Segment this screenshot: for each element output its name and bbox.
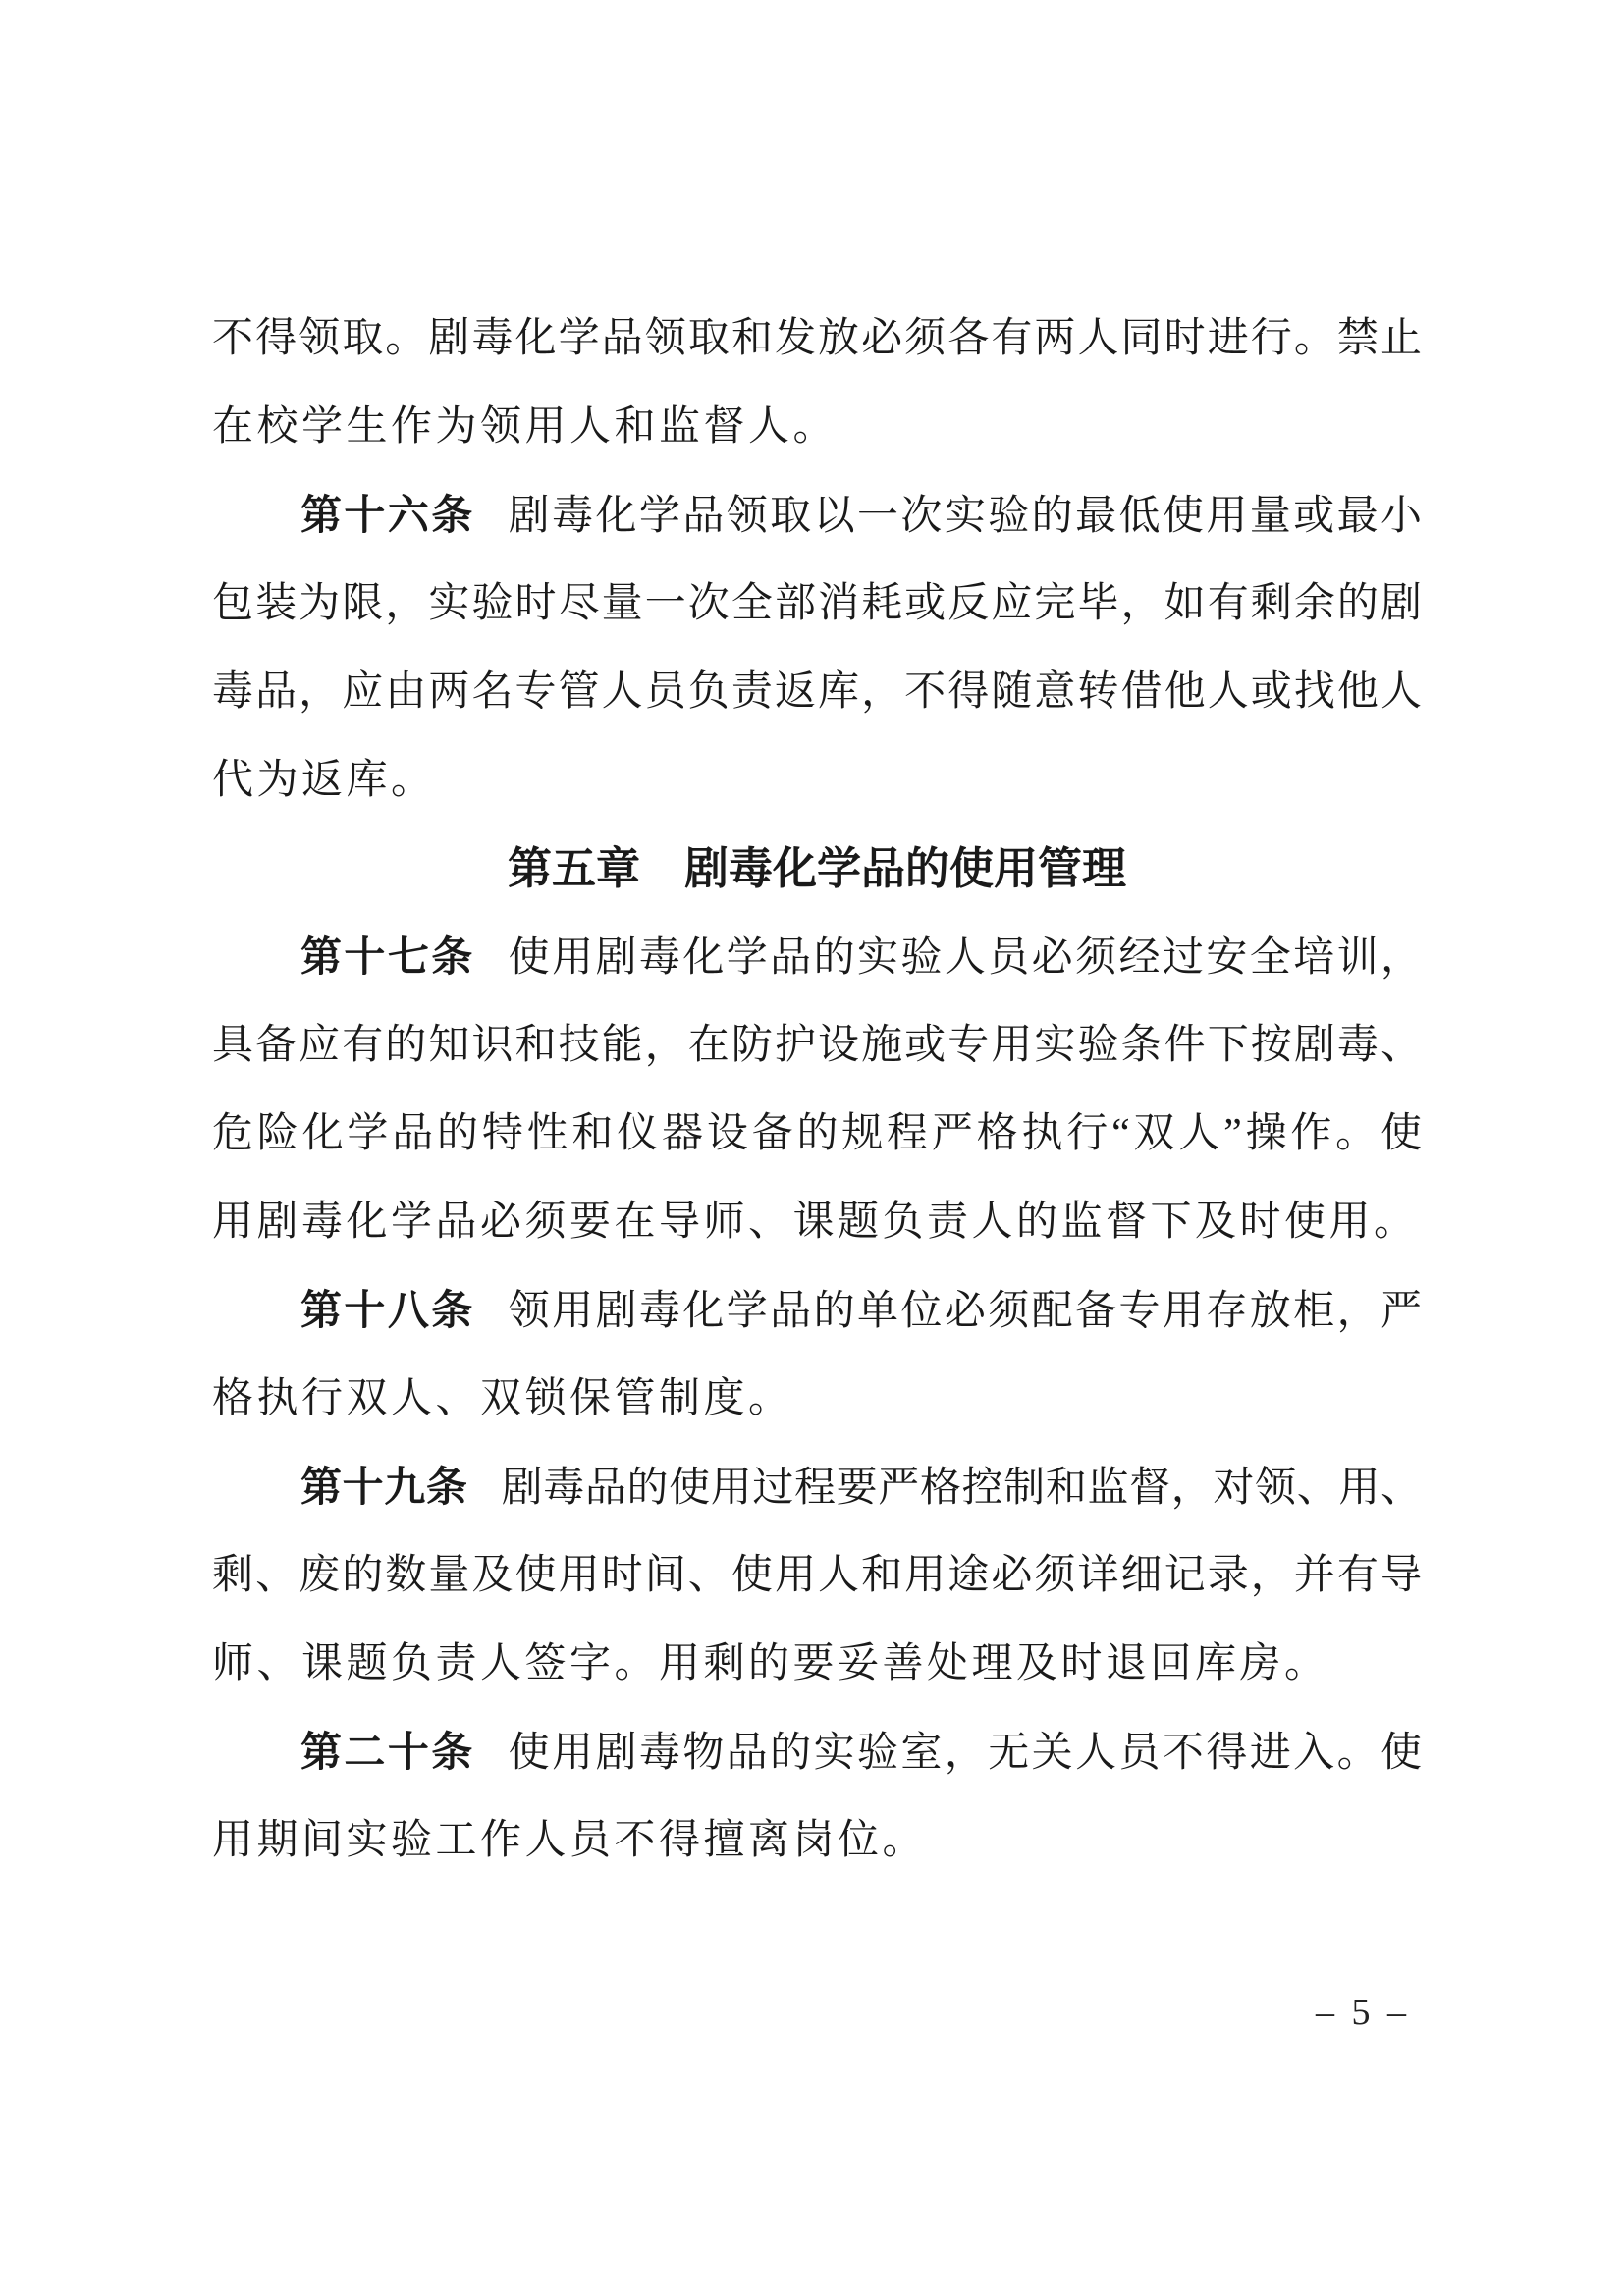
article-20-leader: 第二十条 bbox=[300, 1729, 475, 1775]
body-line: 代为返库。 bbox=[212, 758, 436, 803]
page-number: – 5 – bbox=[1316, 1992, 1410, 2033]
body-line: 用期间实验工作人员不得擅离岗位。 bbox=[212, 1818, 928, 1863]
article-16-leader: 第十六条 bbox=[300, 492, 475, 538]
body-line: 包装为限，实验时尽量一次全部消耗或反应完毕，如有剩余的剧 bbox=[212, 581, 1422, 626]
body-line: 在校学生作为领用人和监督人。 bbox=[212, 404, 839, 450]
body-line-text: 使用剧毒物品的实验室，无关人员不得进入。使 bbox=[508, 1731, 1422, 1776]
body-line: 剩、废的数量及使用时间、使用人和用途必须详细记录，并有导 bbox=[212, 1553, 1422, 1598]
body-line: 格执行双人、双锁保管制度。 bbox=[212, 1376, 793, 1421]
body-line-text: 使用剧毒化学品的实验人员必须经过安全培训， bbox=[508, 935, 1422, 981]
body-line-article-16 bbox=[212, 471, 1422, 560]
body-line-article-17 bbox=[212, 913, 1422, 1001]
body-line: 危险化学品的特性和仪器设备的规程严格执行“双人”操作。使 bbox=[212, 1111, 1422, 1156]
body-line-text: 领用剧毒化学品的单位必须配备专用存放柜，严 bbox=[508, 1289, 1422, 1334]
body-line-text: 剧毒品的使用过程要严格控制和监督，对领、用、 bbox=[501, 1466, 1422, 1511]
chapter-number: 第五章 bbox=[507, 843, 640, 893]
document-body bbox=[212, 294, 1422, 1885]
body-line-text: 剧毒化学品领取以一次实验的最低使用量或最小 bbox=[508, 494, 1422, 539]
body-line: 师、课题负责人签字。用剩的要妥善处理及时退回库房。 bbox=[212, 1641, 1329, 1686]
article-19-leader: 第十九条 bbox=[300, 1464, 468, 1510]
body-line-article-20 bbox=[212, 1708, 1422, 1796]
body-line: 不得领取。剧毒化学品领取和发放必须各有两人同时进行。禁止 bbox=[212, 316, 1422, 361]
article-18-leader: 第十八条 bbox=[300, 1287, 475, 1333]
body-line: 具备应有的知识和技能，在防护设施或专用实验条件下按剧毒、 bbox=[212, 1023, 1422, 1068]
body-line-article-19 bbox=[212, 1443, 1422, 1531]
chapter-heading bbox=[212, 825, 1422, 913]
article-17-leader: 第十七条 bbox=[300, 934, 475, 980]
body-line-article-18 bbox=[212, 1266, 1422, 1355]
chapter-title: 剧毒化学品的使用管理 bbox=[684, 843, 1127, 893]
body-line: 毒品，应由两名专管人员负责返库，不得随意转借他人或找他人 bbox=[212, 669, 1422, 715]
body-line: 用剧毒化学品必须要在导师、课题负责人的监督下及时使用。 bbox=[212, 1200, 1419, 1245]
